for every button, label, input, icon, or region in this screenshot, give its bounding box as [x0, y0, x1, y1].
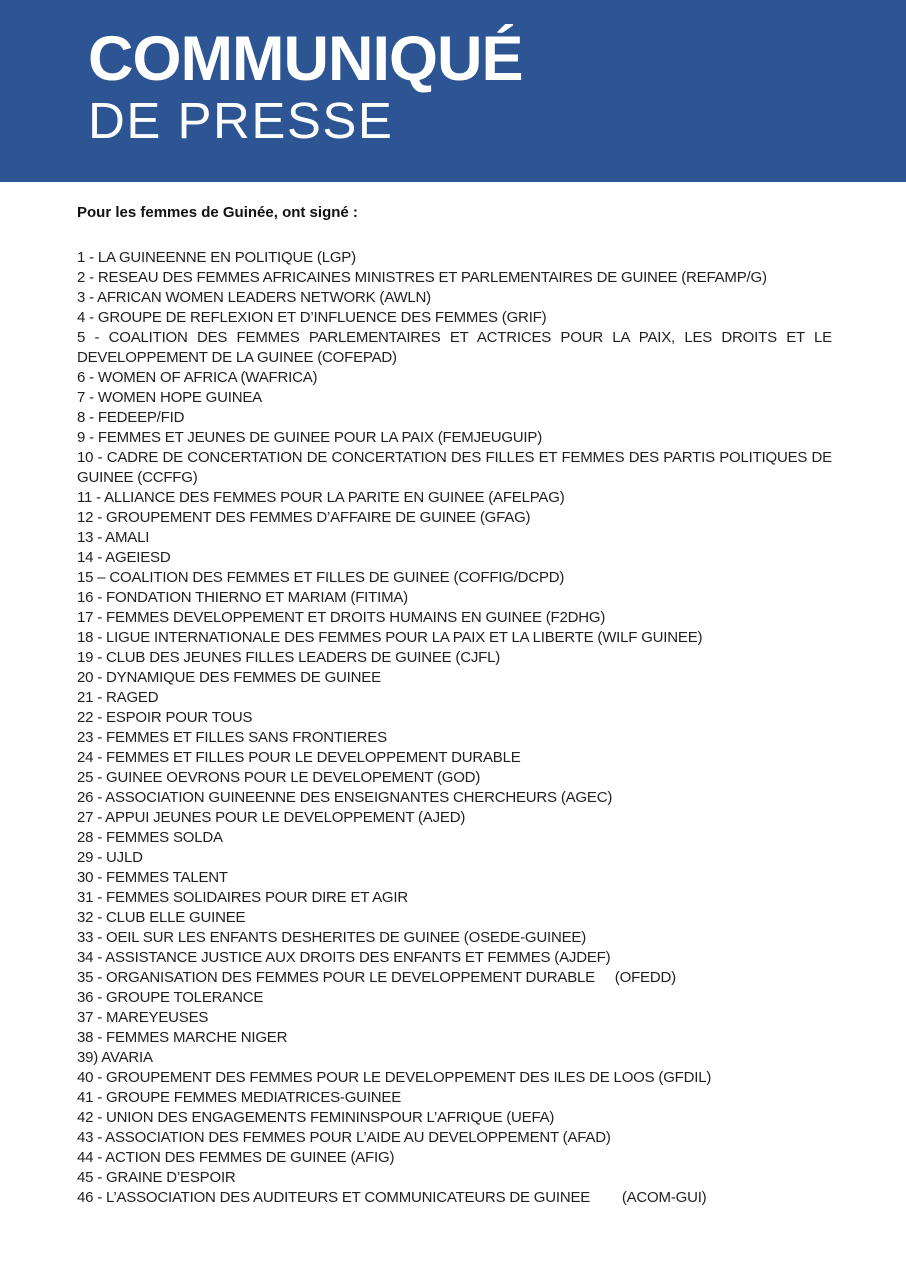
list-item: 36 - GROUPE TOLERANCE	[77, 989, 264, 1006]
list-item: 37 - MAREYEUSES	[77, 1009, 209, 1026]
list-item: 21 - RAGED	[77, 689, 159, 706]
list-item: 19 - CLUB DES JEUNES FILLES LEADERS DE GUINEE (CJFL)	[77, 649, 501, 666]
list-item: 11 - ALLIANCE DES FEMMES POUR LA PARITE EN GUINEE (AFELPAG)	[77, 489, 565, 506]
list-item: 38 - FEMMES MARCHE NIGER	[77, 1029, 288, 1046]
list-item: 34 - ASSISTANCE JUSTICE AUX DROITS DES ENFANTS ET FEMMES (AJDEF)	[77, 949, 611, 966]
list-item: 33 - OEIL SUR LES ENFANTS DESHERITES DE GUINEE (OSEDE-GUINEE)	[77, 929, 587, 946]
list-item: 32 - CLUB ELLE GUINEE	[77, 909, 246, 926]
list-item: 45 - GRAINE D’ESPOIR	[77, 1169, 236, 1186]
list-item: 10 - CADRE DE CONCERTATION DE CONCERTATION DES FILLES ET FEMMES DES PARTIS POLITIQUES DE GUINEE (CCFFG)	[77, 449, 836, 486]
list-item: 30 - FEMMES TALENT	[77, 869, 228, 886]
list-item: 27 - APPUI JEUNES POUR LE DEVELOPPEMENT (AJED)	[77, 809, 466, 826]
list-item: 26 - ASSOCIATION GUINEENNE DES ENSEIGNANTES CHERCHEURS (AGEC)	[77, 789, 613, 806]
list-item: 40 - GROUPEMENT DES FEMMES POUR LE DEVELOPPEMENT DES ILES DE LOOS (GFDIL)	[77, 1069, 712, 1086]
list-item: 43 - ASSOCIATION DES FEMMES POUR L’AIDE AU DEVELOPPEMENT (AFAD)	[77, 1129, 611, 1146]
signatory-list	[77, 248, 836, 1208]
list-item: 8 - FEDEEP/FID	[77, 409, 185, 426]
list-item: 12 - GROUPEMENT DES FEMMES D’AFFAIRE DE GUINEE (GFAG)	[77, 509, 531, 526]
list-item: 5 - COALITION DES FEMMES PARLEMENTAIRES ET ACTRICES POUR LA PAIX, LES DROITS ET LE DEVELOPPEMENT DE LA GUINEE (COFEPAD)	[77, 329, 836, 366]
list-item: 9 - FEMMES ET JEUNES DE GUINEE POUR LA PAIX (FEMJEUGUIP)	[77, 429, 542, 446]
list-item: 18 - LIGUE INTERNATIONALE DES FEMMES POUR LA PAIX ET LA LIBERTE (WILF GUINEE)	[77, 629, 703, 646]
list-item: 44 - ACTION DES FEMMES DE GUINEE (AFIG)	[77, 1149, 395, 1166]
list-item: 17 - FEMMES DEVELOPPEMENT ET DROITS HUMAINS EN GUINEE (F2DHG)	[77, 609, 606, 626]
list-item: 4 - GROUPE DE REFLEXION ET D’INFLUENCE DES FEMMES (GRIF)	[77, 309, 547, 326]
list-item: 6 - WOMEN OF AFRICA (WAFRICA)	[77, 369, 318, 386]
list-item: 35 - ORGANISATION DES FEMMES POUR LE DEVELOPPEMENT DURABLE (OFEDD)	[77, 969, 676, 986]
banner-title-line2: DE PRESSE	[88, 92, 394, 149]
banner	[0, 0, 906, 182]
list-item: 1 - LA GUINEENNE EN POLITIQUE (LGP)	[77, 249, 356, 266]
list-item: 31 - FEMMES SOLIDAIRES POUR DIRE ET AGIR	[77, 889, 408, 906]
banner-title-line1: COMMUNIQUÉ	[88, 24, 523, 94]
list-item: 42 - UNION DES ENGAGEMENTS FEMININSPOUR L’AFRIQUE (UEFA)	[77, 1109, 555, 1126]
list-item: 41 - GROUPE FEMMES MEDIATRICES-GUINEE	[77, 1089, 402, 1106]
list-item: 23 - FEMMES ET FILLES SANS FRONTIERES	[77, 729, 387, 746]
list-item: 29 - UJLD	[77, 849, 143, 866]
list-item: 2 - RESEAU DES FEMMES AFRICAINES MINISTRES ET PARLEMENTAIRES DE GUINEE (REFAMP/G)	[77, 269, 767, 286]
list-item: 20 - DYNAMIQUE DES FEMMES DE GUINEE	[77, 669, 381, 686]
list-item: 7 - WOMEN HOPE GUINEA	[77, 389, 262, 406]
list-item: 25 - GUINEE OEVRONS POUR LE DEVELOPEMENT (GOD)	[77, 769, 481, 786]
content	[0, 204, 906, 1208]
list-item: 14 - AGEIESD	[77, 549, 171, 566]
list-item: 22 - ESPOIR POUR TOUS	[77, 709, 253, 726]
list-item: 24 - FEMMES ET FILLES POUR LE DEVELOPPEMENT DURABLE	[77, 749, 521, 766]
list-item: 13 - AMALI	[77, 529, 150, 546]
list-item: 16 - FONDATION THIERNO ET MARIAM (FITIMA)	[77, 589, 408, 606]
list-item: 46 - L’ASSOCIATION DES AUDITEURS ET COMMUNICATEURS DE GUINEE (ACOM-GUI)	[77, 1189, 707, 1206]
intro-text: Pour les femmes de Guinée, ont signé :	[77, 204, 358, 221]
list-item: 28 - FEMMES SOLDA	[77, 829, 223, 846]
list-item: 39) AVARIA	[77, 1049, 153, 1066]
list-item: 3 - AFRICAN WOMEN LEADERS NETWORK (AWLN)	[77, 289, 431, 306]
list-item: 15 – COALITION DES FEMMES ET FILLES DE GUINEE (COFFIG/DCPD)	[77, 569, 565, 586]
